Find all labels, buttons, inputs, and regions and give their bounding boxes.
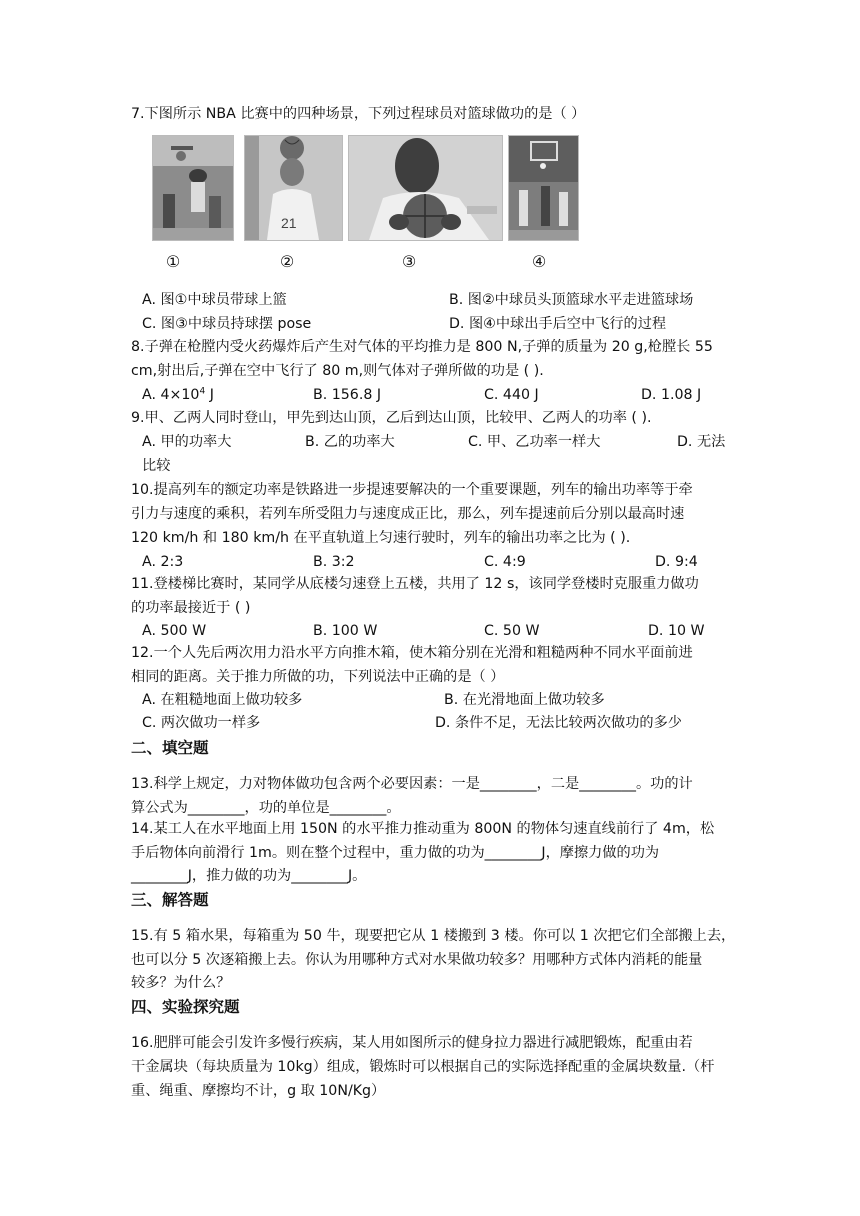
question-14-line-2: 手后物体向前滑行 1m。则在整个过程中，重力做的功为________J，摩擦力做的功为 — [131, 845, 660, 861]
q12-option-b: B. 在光滑地面上做功较多 — [444, 692, 605, 708]
q8-option-a: A. $4\times 10^4$ J — [142, 386, 214, 403]
question-15-line-2: 也可以分 5 次逐箱搬上去。你认为用哪种方式对水果做功较多？用哪种方式体内消耗的能量 — [131, 952, 703, 968]
q11-option-d: D. 10 W — [648, 623, 705, 639]
svg-text:21: 21 — [281, 215, 297, 231]
q8-option-c: C. 440 J — [484, 387, 539, 403]
section-heading-answer: 三、解答题 — [131, 891, 209, 909]
q10-option-a: A. 2:3 — [142, 554, 184, 570]
figure-label-2: ② — [279, 252, 295, 271]
question-15-line-1: 15.有 5 箱水果，每箱重为 50 牛，现要把它从 1 楼搬到 3 楼。你可以 1 次把它们全部搬上去， — [131, 928, 736, 944]
q9-option-b: B. 乙的功率大 — [305, 434, 395, 450]
question-8-line-1: 8.子弹在枪膛内受火药爆炸后产生对气体的平均推力是 800 N,子弹的质量为 20 g,枪膛长 55 — [131, 339, 713, 355]
shot-in-air-photo — [508, 135, 579, 241]
question-13-line-2: 算公式为________，功的单位是________。 — [131, 800, 401, 816]
question-16-line-1: 16.肥胖可能会引发许多慢行疾病，某人用如图所示的健身拉力器进行减肥锻炼，配重由若 — [131, 1035, 693, 1051]
q9-option-a: A. 甲的功率大 — [142, 434, 232, 450]
question-14-line-3: ________J，推力做的功为________J。 — [131, 868, 367, 884]
q12-option-d: D. 条件不足，无法比较两次做功的多少 — [435, 715, 682, 731]
question-16-line-3: 重、绳重、摩擦均不计，g 取 10N/Kg） — [131, 1083, 386, 1099]
figure-label-1: ① — [165, 252, 181, 271]
q7-option-d: D. 图④中球出手后空中飞行的过程 — [449, 316, 667, 332]
question-10-line-3: 120 km/h 和 180 km/h 在平直轨道上匀速行驶时，列车的输出功率之比为 ( ). — [131, 530, 631, 546]
q12-option-a: A. 在粗糙地面上做功较多 — [142, 692, 303, 708]
q8-option-d: D. 1.08 J — [641, 387, 702, 403]
question-13-line-1: 13.科学上规定，力对物体做功包含两个必要因素：一是________，二是________。功的计 — [131, 776, 693, 792]
question-11-line-2: 的功率最接近于 ( ) — [131, 600, 251, 616]
question-15-line-3: 较多？为什么？ — [131, 975, 231, 991]
q8-option-b: B. 156.8 J — [313, 387, 382, 403]
question-10-line-2: 引力与速度的乘积，若列车所受阻力与速度成正比，那么，列车提速前后分别以最高时速 — [131, 506, 685, 522]
question-8-line-2: cm,射出后,子弹在空中飞行了 80 m,则气体对子弹所做的功是 ( ). — [131, 363, 544, 379]
q10-option-c: C. 4:9 — [484, 554, 526, 570]
figure-label-3: ③ — [401, 252, 417, 271]
q10-option-b: B. 3:2 — [313, 554, 355, 570]
question-10-line-1: 10.提高列车的额定功率是铁路进一步提速要解决的一个重要课题，列车的输出功率等于牵 — [131, 482, 693, 498]
section-heading-fill-blank: 二、填空题 — [131, 739, 209, 757]
player-holding-ball-photo — [348, 135, 503, 241]
q11-option-a: A. 500 W — [142, 623, 207, 639]
ball-on-head-photo — [244, 135, 343, 241]
basketball-dunk-photo — [152, 135, 234, 241]
q9-option-d: D. 无法 — [677, 434, 726, 450]
question-12-line-2: 相同的距离。关于推力所做的功，下列说法中正确的是（ ） — [131, 669, 505, 685]
question-12-line-1: 12.一个人先后两次用力沿水平方向推木箱，使木箱分别在光滑和粗糙两种不同水平面前进 — [131, 645, 693, 661]
section-heading-experiment: 四、实验探究题 — [131, 998, 240, 1016]
q7-option-b: B. 图②中球员头顶篮球水平走进篮球场 — [449, 292, 694, 308]
q10-option-d: D. 9:4 — [655, 554, 698, 570]
q9-option-c: C. 甲、乙功率一样大 — [468, 434, 601, 450]
q9-option-d-continued: 比较 — [142, 458, 171, 474]
question-16-line-2: 干金属块（每块质量为 10kg）组成，锻炼时可以根据自己的实际选择配重的金属块数量.（杆 — [131, 1059, 715, 1075]
question-11-line-1: 11.登楼梯比赛时，某同学从底楼匀速登上五楼，共用了 12 s，该同学登楼时克服重力做功 — [131, 576, 699, 592]
question-7-stem: 7.下图所示 NBA 比赛中的四种场景，下列过程球员对篮球做功的是（ ） — [131, 106, 586, 122]
q7-option-a: A. 图①中球员带球上篮 — [142, 292, 287, 308]
q11-option-b: B. 100 W — [313, 623, 378, 639]
question-9-stem: 9.甲、乙两人同时登山，甲先到达山顶，乙后到达山顶，比较甲、乙两人的功率 ( ). — [131, 410, 652, 426]
figure-label-4: ④ — [531, 252, 547, 271]
q11-option-c: C. 50 W — [484, 623, 540, 639]
q7-option-c: C. 图③中球员持球摆 pose — [142, 316, 312, 332]
question-14-line-1: 14.某工人在水平地面上用 150N 的水平推力推动重为 800N 的物体匀速直线前行了 4m，松 — [131, 821, 715, 837]
q12-option-c: C. 两次做功一样多 — [142, 715, 261, 731]
